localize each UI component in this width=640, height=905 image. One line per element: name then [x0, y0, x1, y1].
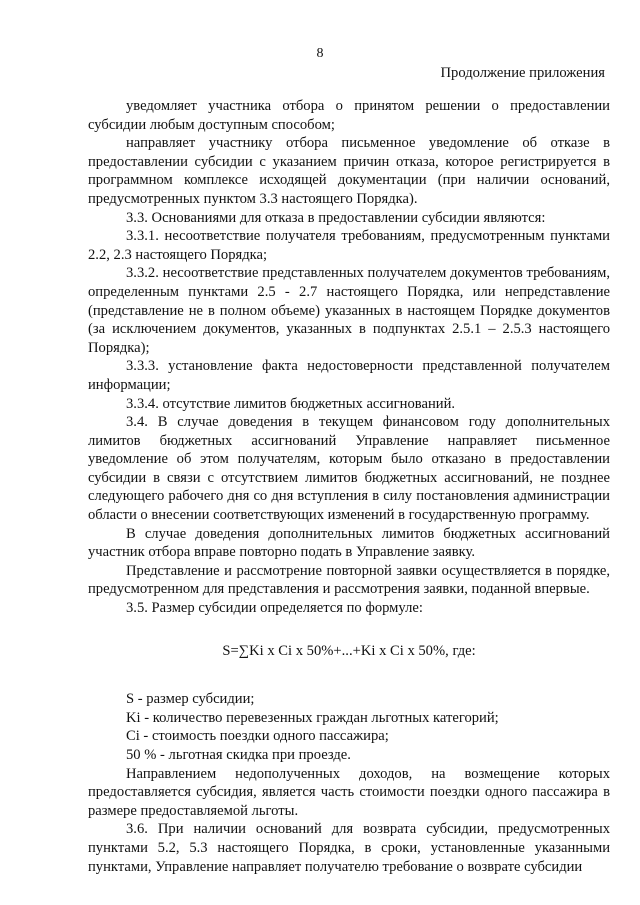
paragraph-refusal-notice: направляет участнику отбора письменное уведомление об отказе в предоставлении субсидии с указанием причин отказа, которое регистрируется в программном комплексе исходящей документации (при наличии оснований, предусмотренных пунктом 3.3 настоящего Порядка). [88, 135, 610, 207]
subsidy-formula: S=∑Ki х Ci х 50%+...+Ki х Ci х 50%, где: [222, 642, 476, 659]
legend-item-s: S - размер субсидии; [126, 691, 255, 708]
paragraph-additional-limits: В случае доведения дополнительных лимитов бюджетных ассигнований участник отбора вправе повторно подать в Управление заявку. [88, 525, 610, 561]
legend-item-ki: Ki - количество перевезенных граждан льготных категорий; [126, 709, 499, 726]
legend-item-ci: Ci - стоимость поездки одного пассажира; [126, 728, 389, 745]
paragraph-3-3-4: 3.3.4. отсутствие лимитов бюджетных ассигнований. [126, 395, 456, 412]
paragraph-3-4: 3.4. В случае доведения в текущем финансовом году дополнительных лимитов бюджетных ассигнований Управление направляет письменное уведомление об этом получателям, которым было отказано в предоставлении субсидии в связи с отсутствием лимитов бюджетных ассигнований, не позднее следующего рабочего дня со дня вступления в силу постановления администрации области о внесении соответствующих изменений в государственную программу. [88, 414, 610, 524]
paragraph-repeat-application: Представление и рассмотрение повторной заявки осуществляется в порядке, предусмотренном для представления и рассмотрения заявки, поданной впервые. [88, 562, 610, 598]
legend-item-discount: 50 % - льготная скидка при проезде. [126, 747, 351, 763]
paragraph-lost-income: Направлением недополученных доходов, на возмещение которых предоставляется субсидия, является часть стоимости поездки одного пассажира в размере предоставляемой льготы. [88, 765, 610, 819]
paragraph-3-5: 3.5. Размер субсидии определяется по формуле: [126, 600, 423, 617]
page-number: 8 [316, 46, 324, 61]
paragraph-3-3-1: 3.3.1. несоответствие получателя требованиям, предусмотренным пунктами 2.2, 2.3 настоящего Порядка; [88, 228, 610, 263]
paragraph-3-3: 3.3. Основаниями для отказа в предоставлении субсидии являются: [126, 209, 546, 226]
appendix-continuation-note: Продолжение приложения [440, 65, 605, 81]
document-body [88, 97, 610, 876]
paragraph-3-3-3: 3.3.3. установление факта недостоверности представленной получателем информации; [88, 358, 610, 393]
paragraph-notify-participant: уведомляет участника отбора о принятом решении о предоставлении субсидии любым доступным способом; [88, 98, 610, 133]
paragraph-3-6: 3.6. При наличии оснований для возврата субсидии, предусмотренных пунктами 5.2, 5.3 настоящего Порядка, в сроки, установленные указанными пунктами, Управление направляет получателю требование о возврате субсидии [88, 821, 610, 875]
paragraph-3-3-2: 3.3.2. несоответствие представленных получателем документов требованиям, определенным пунктами 2.5 - 2.7 настоящего Порядка, или непредставление (представление не в полном объеме) указанных в настоящем Порядке документов (за исключением документов, указанных в подпунктах 2.5.1 – 2.5.3 настоящего Порядка); [88, 265, 610, 356]
